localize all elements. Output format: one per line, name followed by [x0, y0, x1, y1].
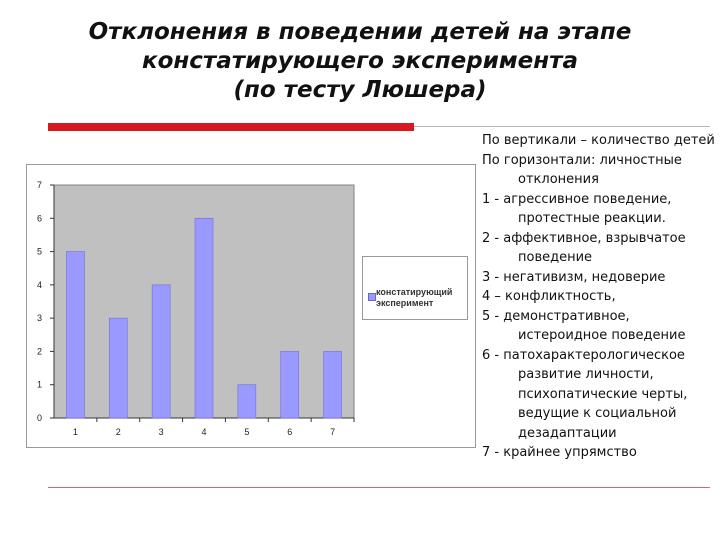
title-line-2: констатирующего эксперимента — [142, 48, 578, 74]
y-tick-label: 5 — [36, 246, 42, 257]
x-tick-label: 7 — [330, 427, 336, 437]
title-underline-rule — [414, 126, 710, 127]
y-tick-label: 2 — [36, 346, 42, 357]
slide-title — [40, 18, 680, 105]
bar — [195, 218, 213, 418]
y-tick-label: 1 — [36, 379, 42, 390]
title-line-3: (по тесту Люшера) — [233, 77, 487, 103]
chart-legend — [362, 256, 468, 320]
footer-rule — [48, 487, 710, 488]
legend-label: констатирующий эксперимент — [376, 287, 453, 308]
desc-vertical: По вертикали – количество детей — [482, 133, 715, 148]
title-line-1: Отклонения в поведении детей на этапе — [88, 19, 632, 45]
y-tick-label: 4 — [36, 279, 42, 290]
bar — [281, 351, 299, 418]
y-tick-label: 6 — [36, 213, 42, 224]
desc-item-1: 1 - агрессивное поведение, протестные реакции. — [482, 191, 672, 226]
bar — [109, 318, 127, 418]
desc-item-7: 7 - крайнее упрямство — [482, 445, 637, 460]
desc-item-4: 4 – конфликтность, — [482, 289, 616, 304]
desc-item-6: 6 - патохарактерологическое развитие личности, психопатические черты, ведущие к социальной дезадаптации — [482, 347, 688, 441]
desc-item-5: 5 - демонстративное, истероидное поведение — [482, 308, 686, 343]
bar — [152, 285, 170, 418]
x-tick-label: 4 — [201, 427, 207, 437]
y-tick-label: 0 — [36, 413, 42, 423]
x-tick-label: 1 — [72, 427, 78, 437]
x-tick-label: 5 — [244, 427, 250, 437]
bar — [238, 385, 256, 418]
y-tick-label: 7 — [36, 180, 42, 190]
x-tick-label: 2 — [115, 427, 121, 437]
desc-horizontal: По горизонтали: личностные отклонения — [482, 152, 682, 187]
x-tick-label: 3 — [158, 427, 164, 437]
y-tick-label: 3 — [36, 313, 42, 324]
legend-swatch — [368, 293, 376, 301]
bar — [66, 252, 84, 418]
desc-item-3: 3 - негативизм, недоверие — [482, 269, 666, 285]
title-underline-accent — [48, 123, 414, 131]
x-tick-label: 6 — [287, 427, 293, 437]
desc-item-2: 2 - аффективное, взрывчатое поведение — [482, 230, 686, 265]
axis-description — [482, 131, 718, 463]
bar — [324, 351, 342, 418]
